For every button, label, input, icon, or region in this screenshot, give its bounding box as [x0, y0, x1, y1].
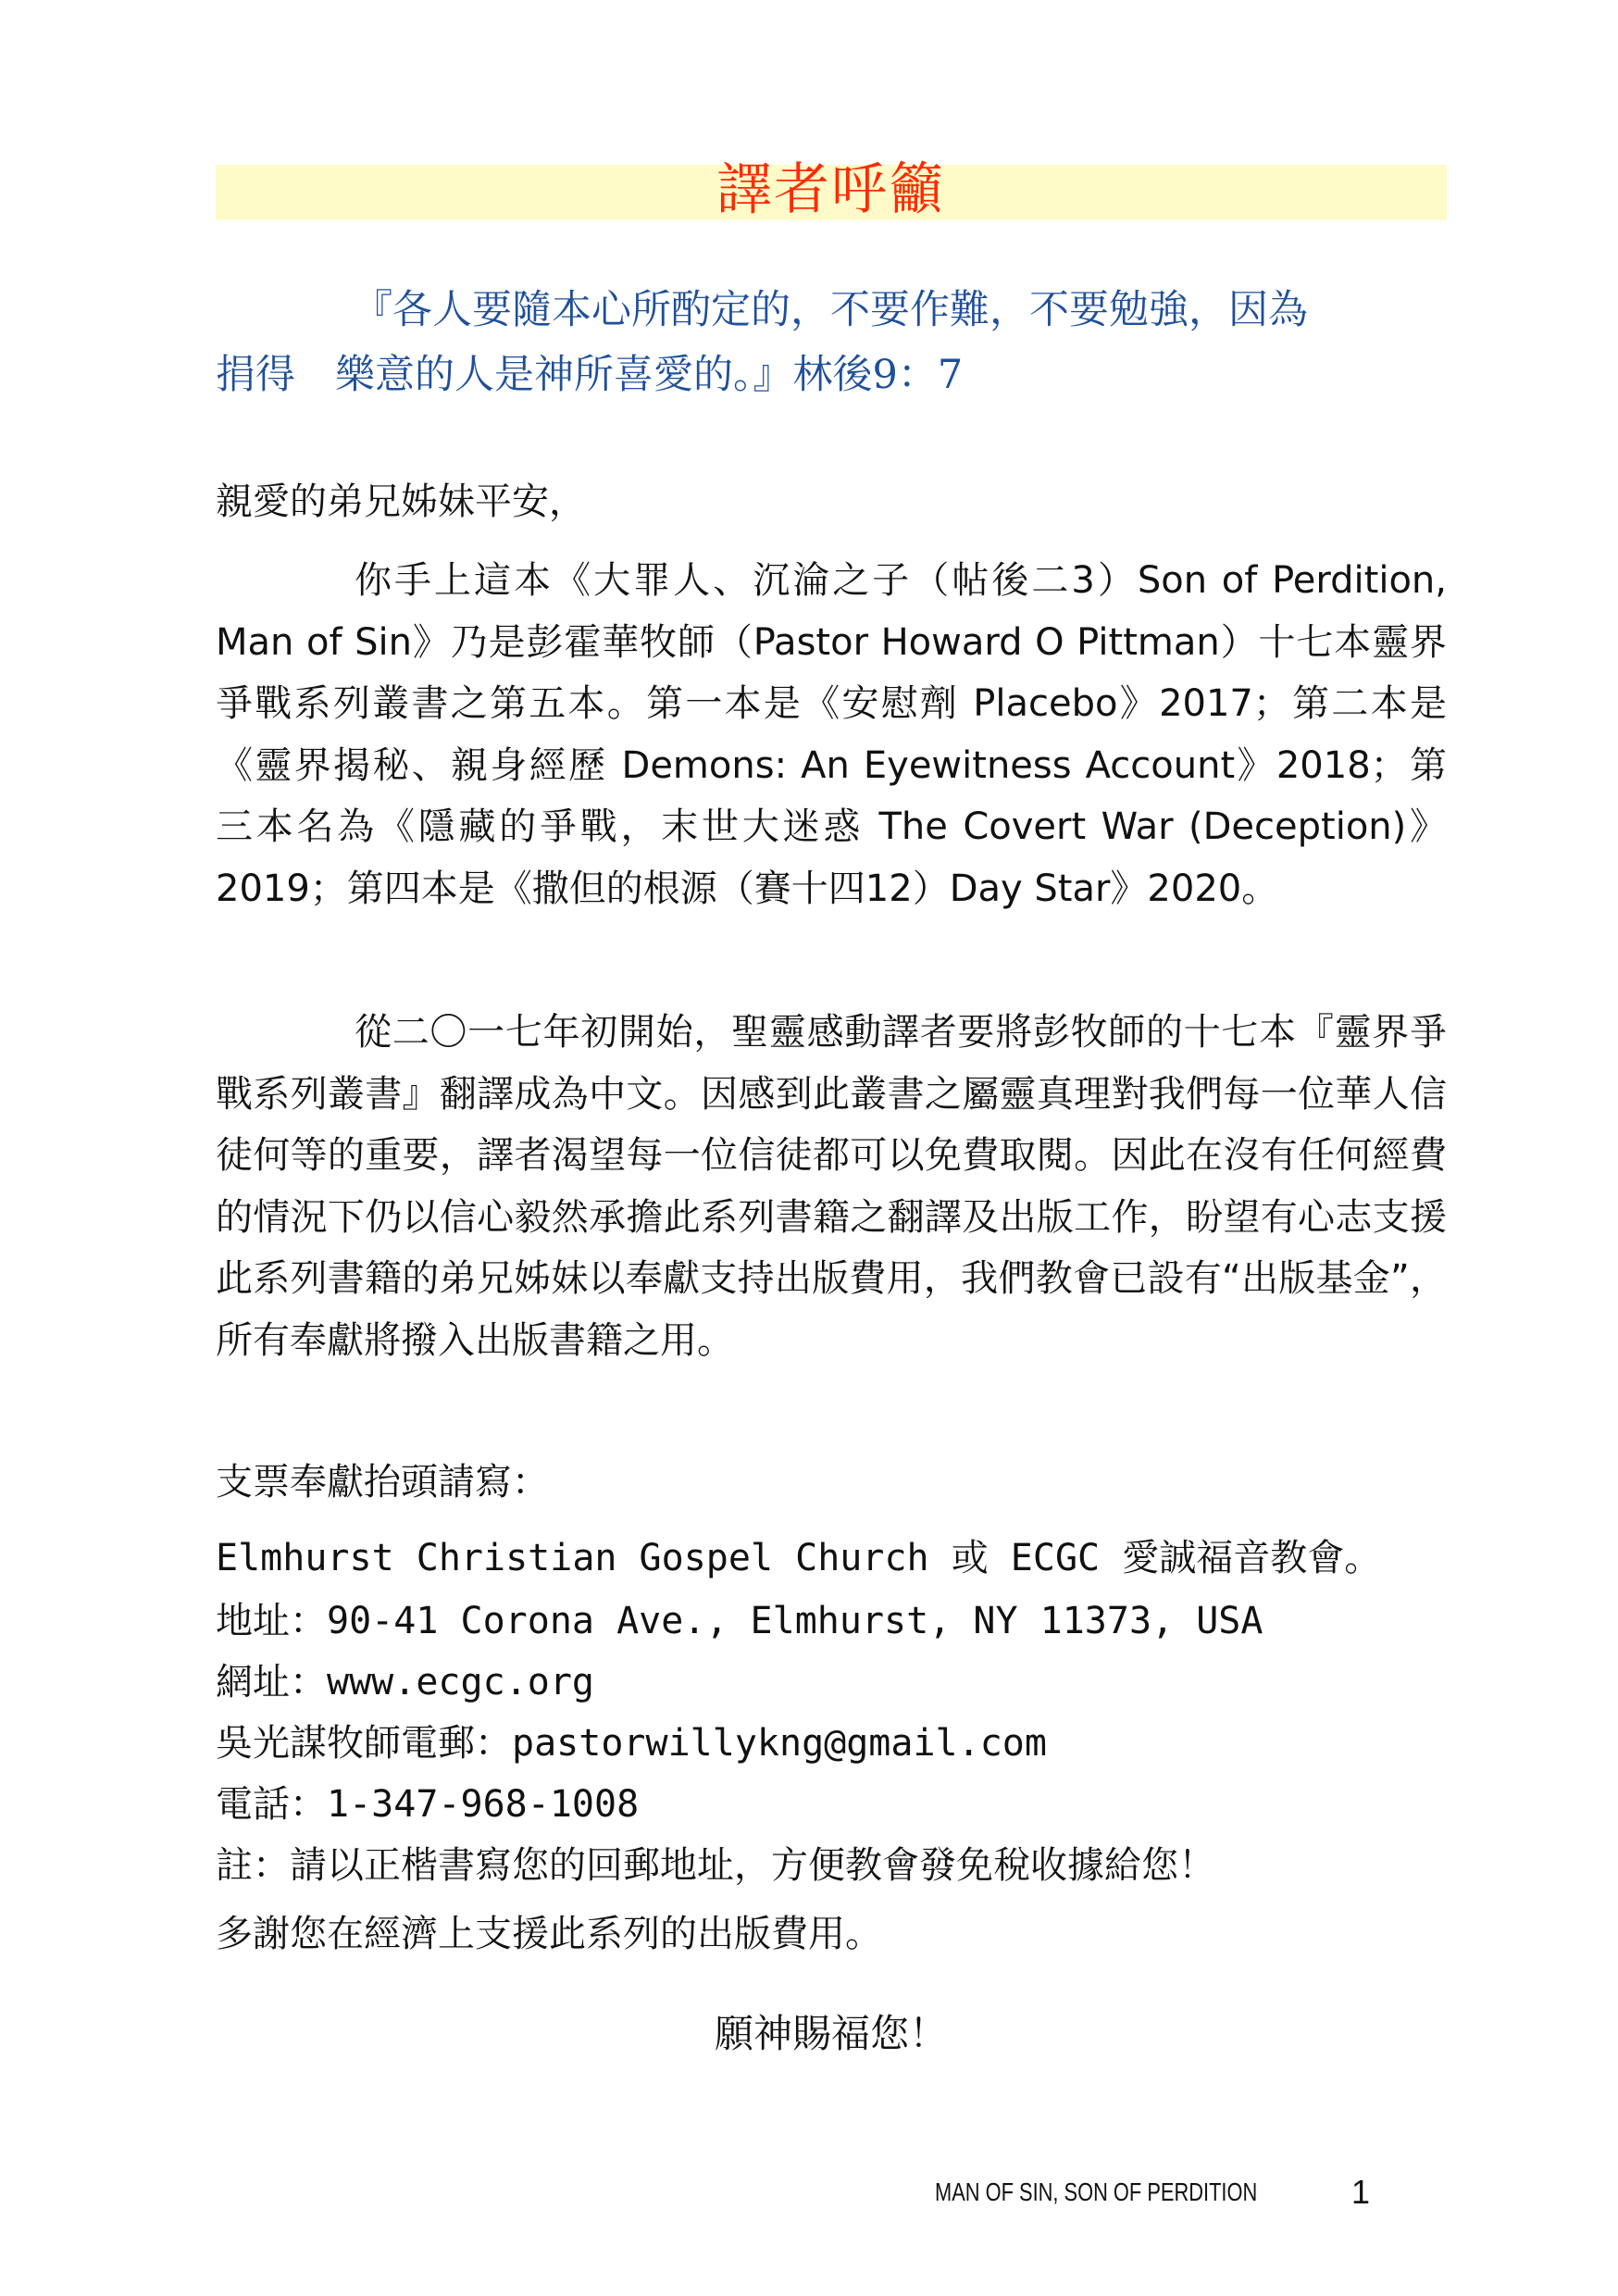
check-payee-label: 支票奉獻抬頭請寫：	[216, 1461, 549, 1504]
thanks-line: 多謝您在經濟上支援此系列的出版費用。	[216, 1913, 882, 1955]
page-number: 1	[1351, 2173, 1371, 2211]
church-phone: 電話：1-347-968-1008	[216, 1783, 640, 1826]
greeting: 親愛的弟兄姊妹平安，	[216, 480, 586, 523]
scripture-quote	[216, 278, 1447, 407]
page-title: 譯者呼籲	[716, 157, 946, 222]
pastor-email: 吳光謀牧師電郵：pastorwillykng@gmail.com	[216, 1722, 1047, 1765]
church-website: 網址：www.ecgc.org	[216, 1661, 594, 1703]
church-name: Elmhurst Christian Gospel Church 或 ECGC 愛誠福音教會。	[216, 1537, 1382, 1579]
paragraph-translation-appeal: 從二〇一七年初開始，聖靈感動譯者要將彭牧師的十七本『靈界爭戰系列叢書』翻譯成為中文。因感到此叢書之屬靈真理對我們每一位華人信徒何等的重要，譯者渴望每一位信徒都可以免費取閱。因此在沒有任何經費的情況下仍以信心毅然承擔此系列書籍之翻譯及出版工作，盼望有心志支援此系列書籍的弟兄姊妹以奉獻支持出版費用，我們教會已設有“出版基金”，所有奉獻將撥入出版書籍之用。	[216, 1011, 1447, 1362]
paragraph-book-series: 你手上這本《大罪人、沉淪之子（帖後二3）Son of Perdition, Man of Sin》乃是彭霍華牧師（Pastor Howard O Pittman）十七本靈界爭戰系列叢書之第五本。第一本是《安慰劑 Placebo》2017；第二本是《靈界揭秘、親身經歷 Demons: An Eyewitness Account》2018；第三本名為《隱藏的爭戰，末世大迷惑 The Covert War (Deception)》2019；第四本是《撒但的根源（賽十四12）Day Star》2020。	[216, 559, 1447, 910]
scripture-line-1: 『各人要隨本心所酌定的，不要作難，不要勉強，因為	[353, 287, 1308, 333]
running-footer-title: MAN OF SIN, SON OF PERDITION	[935, 2177, 1258, 2206]
receipt-note: 註：請以正楷書寫您的回郵地址，方便教會發免稅收據給您！	[216, 1844, 1215, 1887]
scripture-line-2: 捐得 樂意的人是神所喜愛的。』林後9：7	[216, 352, 964, 398]
blessing: 願神賜福您！	[714, 2011, 948, 2056]
church-address: 地址：90-41 Corona Ave., Elmhurst, NY 11373, USA	[216, 1600, 1263, 1642]
